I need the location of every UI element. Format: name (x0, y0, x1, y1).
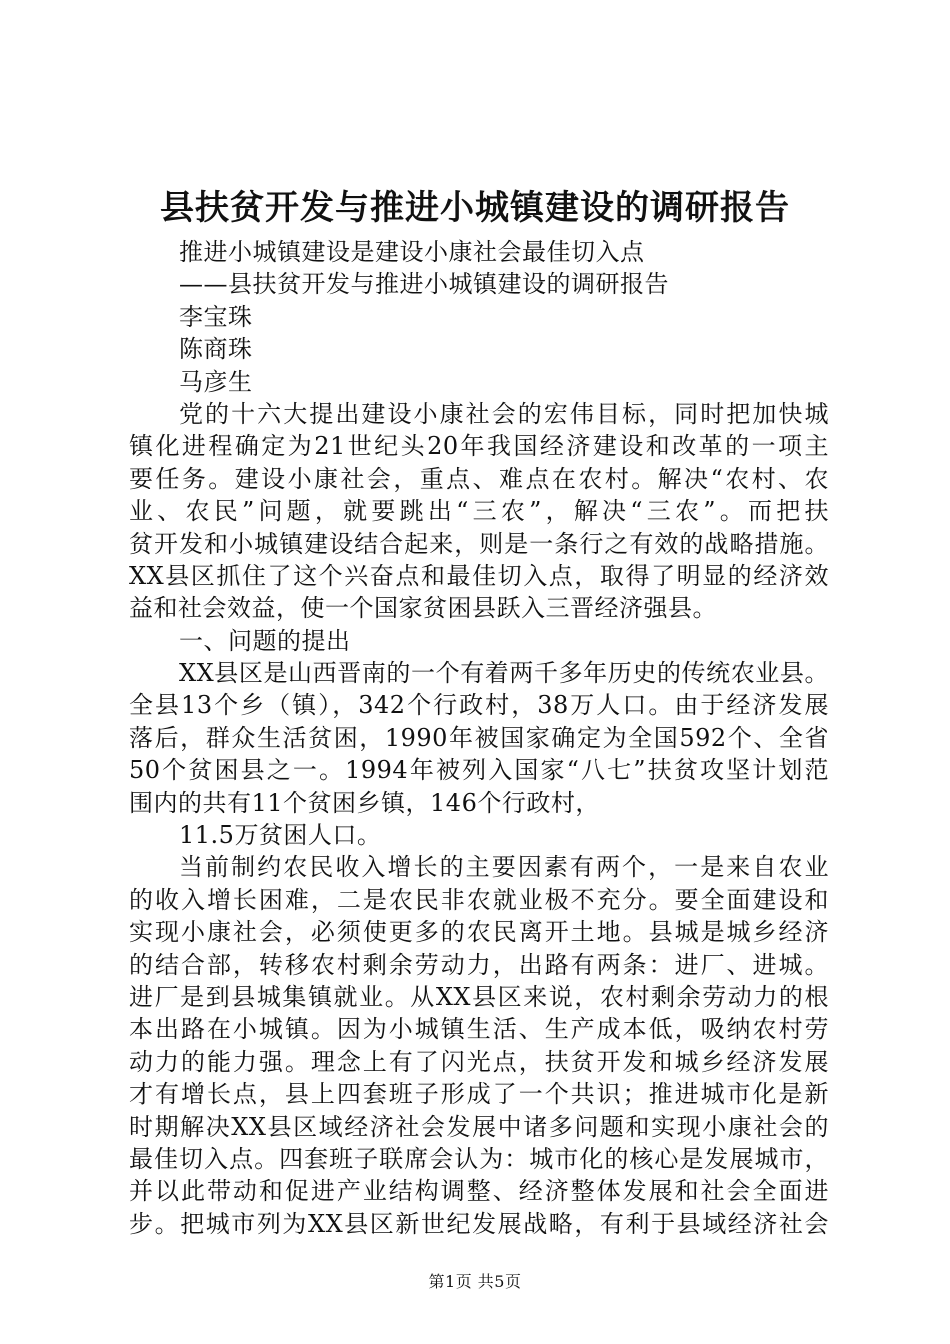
body-text-line: XX县区抓住了这个兴奋点和最佳切入点，取得了明显的经济效 (129, 561, 829, 590)
body-text-line: XX县区是山西晋南的一个有着两千多年历史的传统农业县。 (179, 659, 829, 688)
author-name: 陈商珠 (179, 335, 253, 364)
body-text-line: 时期解决XX县区域经济社会发展中诸多问题和实现小康社会的 (129, 1112, 829, 1141)
body-text-line: 的收入增长困难，二是农民非农就业极不充分。要全面建设和 (129, 885, 829, 914)
body-text-line: 全县13个乡（镇），342个行政村，38万人口。由于经济发展 (129, 691, 829, 720)
author-name: 马彦生 (179, 367, 253, 396)
body-text-line: 围内的共有11个贫困乡镇，146个行政村， (129, 788, 600, 817)
body-text-line: 镇化进程确定为21世纪头20年我国经济建设和改革的一项主 (129, 432, 829, 461)
body-text-line: 党的十六大提出建设小康社会的宏伟目标，同时把加快城 (179, 399, 829, 428)
body-text-line: 步。把城市列为XX县区新世纪发展战略，有利于县域经济社会 (129, 1209, 829, 1238)
document-title: 县扶贫开发与推进小城镇建设的调研报告 (160, 188, 790, 228)
body-text-line: 当前制约农民收入增长的主要因素有两个，一是来自农业 (179, 853, 829, 882)
body-text-line: 的结合部，转移农村剩余劳动力，出路有两条：进厂、进城。 (129, 950, 829, 979)
body-text-line: 落后，群众生活贫困，1990年被国家确定为全国592个、全省 (129, 723, 829, 752)
subtitle-line: 推进小城镇建设是建设小康社会最佳切入点 (179, 238, 645, 266)
subtitle-line: ——县扶贫开发与推进小城镇建设的调研报告 (179, 270, 669, 299)
body-text-line: 11.5万贫困人口。 (179, 821, 382, 850)
body-text-line: 最佳切入点。四套班子联席会认为：城市化的核心是发展城市， (129, 1144, 829, 1173)
body-text-line: 实现小康社会，必须使更多的农民离开土地。县城是城乡经济 (129, 918, 829, 947)
page-footer: 第1页 共5页 (428, 1272, 522, 1291)
body-text-line: 本出路在小城镇。因为小城镇生活、生产成本低，吸纳农村劳 (129, 1015, 829, 1044)
body-text-line: 进厂是到县城集镇就业。从XX县区来说，农村剩余劳动力的根 (129, 982, 829, 1011)
body-text-line: 一、问题的提出 (179, 626, 351, 655)
body-text-line: 益和社会效益，使一个国家贫困县跃入三晋经济强县。 (129, 594, 717, 623)
body-text-line: 动力的能力强。理念上有了闪光点，扶贫开发和城乡经济发展 (129, 1047, 829, 1076)
body-text-line: 要任务。建设小康社会，重点、难点在农村。解决“农村、农 (129, 464, 829, 493)
body-text-line: 50个贫困县之一。1994年被列入国家“八七”扶贫攻坚计划范 (129, 756, 829, 785)
body-text-line: 才有增长点，县上四套班子形成了一个共识；推进城市化是新 (129, 1080, 829, 1109)
author-name: 李宝珠 (179, 302, 253, 331)
body-text-line: 业、农民”问题，就要跳出“三农”，解决“三农”。而把扶 (129, 497, 829, 526)
document-body (129, 236, 829, 1240)
body-text-line: 并以此带动和促进产业结构调整、经济整体发展和社会全面进 (129, 1177, 829, 1206)
body-text-line: 贫开发和小城镇建设结合起来，则是一条行之有效的战略措施。 (129, 529, 829, 558)
